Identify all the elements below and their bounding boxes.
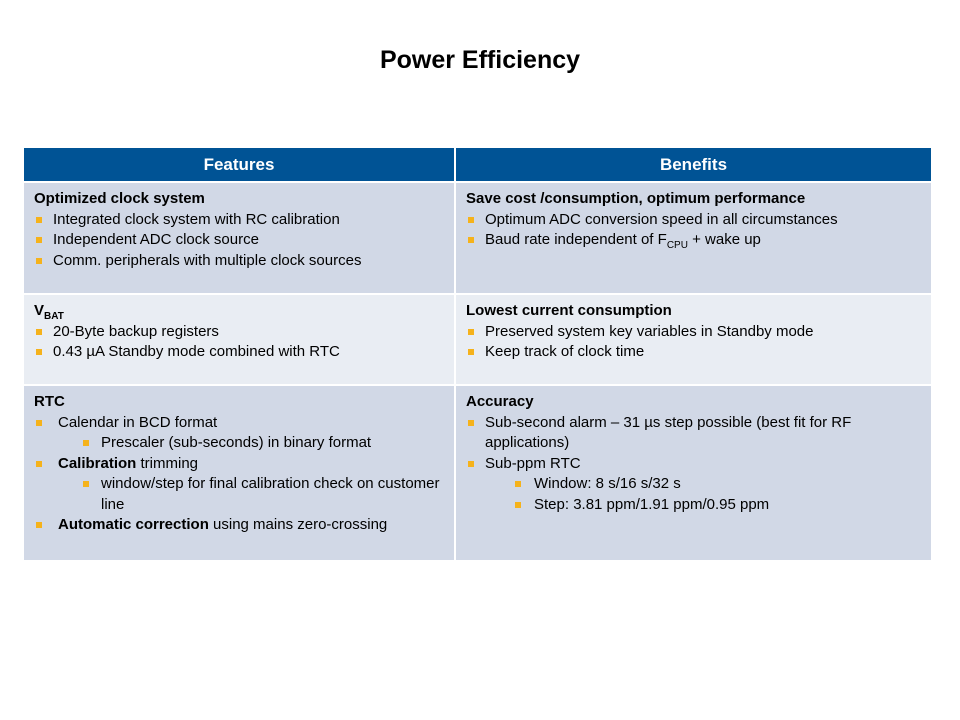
benefits-cell — [454, 295, 931, 384]
table-row — [24, 293, 931, 384]
list-item — [466, 230, 921, 251]
list-item: Step: 3.81 ppm/1.91 ppm/0.95 ppm — [466, 495, 921, 516]
bullet-list — [466, 322, 921, 363]
vbat-subscript: BAT — [44, 311, 64, 322]
list-item: Integrated clock system with RC calibration — [34, 210, 444, 231]
list-item: Comm. peripherals with multiple clock sources — [34, 251, 444, 272]
header-features: Features — [24, 148, 454, 181]
table-row — [24, 181, 931, 293]
list-item: Preserved system key variables in Standby mode — [466, 322, 921, 343]
cell-heading: Lowest current consumption — [466, 302, 672, 319]
bullet-list — [34, 322, 444, 363]
list-item: 0.43 µA Standby mode combined with RTC — [34, 342, 444, 363]
features-benefits-table — [24, 148, 931, 560]
list-item — [34, 454, 444, 475]
cell-heading: Accuracy — [466, 393, 534, 410]
item-text: trimming — [136, 454, 199, 472]
list-item — [34, 515, 444, 536]
header-benefits: Benefits — [454, 148, 931, 181]
item-text: using mains zero-crossing — [208, 516, 388, 533]
features-cell — [24, 183, 454, 293]
list-item: Optimum ADC conversion speed in all circumstances — [466, 210, 921, 231]
list-item: Independent ADC clock source — [34, 230, 444, 251]
list-item: Keep track of clock time — [466, 342, 921, 363]
bold-text: Calibration — [58, 454, 137, 472]
cell-heading — [34, 301, 444, 322]
table-header-row — [24, 148, 931, 181]
list-item: Calendar in BCD format — [34, 413, 444, 434]
benefits-cell — [454, 183, 931, 293]
list-item: 20-Byte backup registers — [34, 322, 444, 343]
list-item: Sub-second alarm – 31 µs step possible (best fit for RF applications) — [466, 413, 921, 454]
list-item: Sub-ppm RTC — [466, 454, 921, 475]
baud-suffix: + wake up — [687, 231, 761, 248]
cpu-subscript: CPU — [666, 240, 688, 251]
cell-heading: RTC — [34, 393, 65, 410]
list-item: Window: 8 s/16 s/32 s — [466, 474, 921, 495]
bullet-list — [466, 210, 921, 251]
bullet-list — [466, 413, 921, 516]
features-cell — [24, 386, 454, 560]
list-item: window/step for final calibration check on customer line — [34, 474, 444, 515]
benefits-cell — [454, 386, 931, 560]
cell-heading: Save cost /consumption, optimum performance — [466, 190, 806, 207]
table-row — [24, 384, 931, 560]
bold-text: Automatic correction — [58, 516, 209, 533]
bullet-list — [34, 210, 444, 272]
baud-text: Baud rate independent of F — [485, 231, 667, 248]
bullet-list — [34, 413, 444, 536]
list-item: Prescaler (sub-seconds) in binary format — [34, 433, 444, 454]
cell-heading: Optimized clock system — [34, 190, 205, 207]
slide-title: Power Efficiency — [379, 46, 581, 74]
features-cell — [24, 295, 454, 384]
vbat-v: V — [34, 302, 45, 319]
